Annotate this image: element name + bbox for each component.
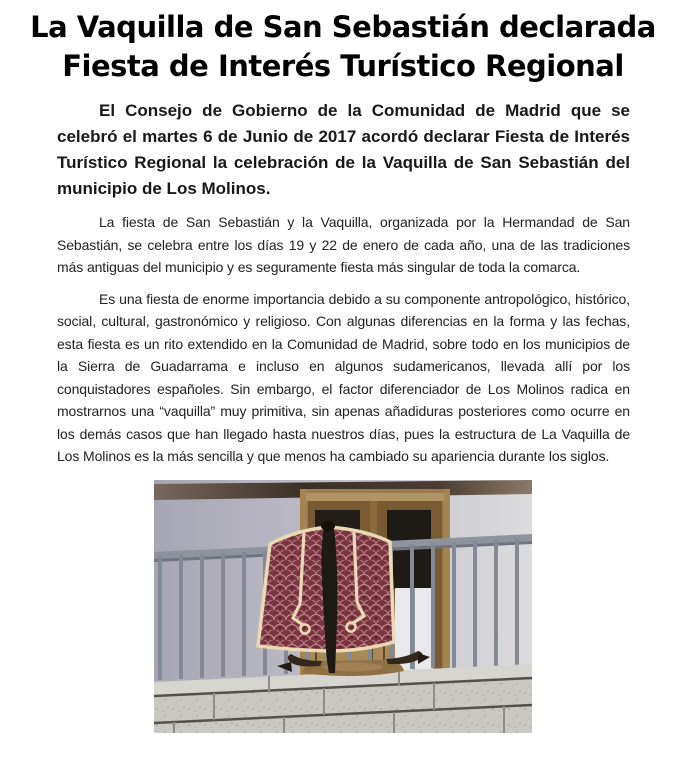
paragraph-importancia: Es una fiesta de enorme importancia debido a su componente antropológico, histórico, social, cultural, gastronómico y religioso. Con algunas diferencias en la forma y las fechas, esta fiesta es un rito extendido en la Comunidad de Madrid, sobre todo en los municipios de la Sierra de Guadarrama e incluso en algunos sudamericanos, llevada allí por los conquistadores españoles. Sin embargo, el factor diferenciador de Los Molinos radica en mostrarnos una “vaquilla” muy primitiva, sin apenas añadiduras posteriores como ocurre en los demás casos que han llegado hasta nuestros días, pues la estructura de La Vaquilla de Los Molinos es la más sencilla y que menos ha cambiado su apariencia durante los siglos. — [57, 290, 630, 464]
title-line-1: La Vaquilla de San Sebastián declarada — [30, 10, 656, 44]
vaquilla-photo — [154, 480, 532, 733]
lead-paragraph: El Consejo de Gobierno de la Comunidad de Madrid que se celebró el martes 6 de Junio de 2017 acordó declarar Fiesta de Interés Turístico Regional la celebración de la Vaquilla de San Sebastián del municipio de Los Molinos. — [57, 101, 630, 198]
paragraph-fiesta-dates: La fiesta de San Sebastián y la Vaquilla, organizada por la Hermandad de San Sebastián, se celebra entre los días 19 y 22 de enero de cada año, una de las tradiciones más antiguas del municipio y es seguramente fiesta más singular de toda la comarca. — [57, 214, 630, 275]
document-title — [28, 8, 658, 86]
document-page — [0, 8, 686, 733]
vaquilla-photo-figure — [154, 480, 532, 733]
title-line-2: Fiesta de Interés Turístico Regional — [62, 49, 624, 83]
